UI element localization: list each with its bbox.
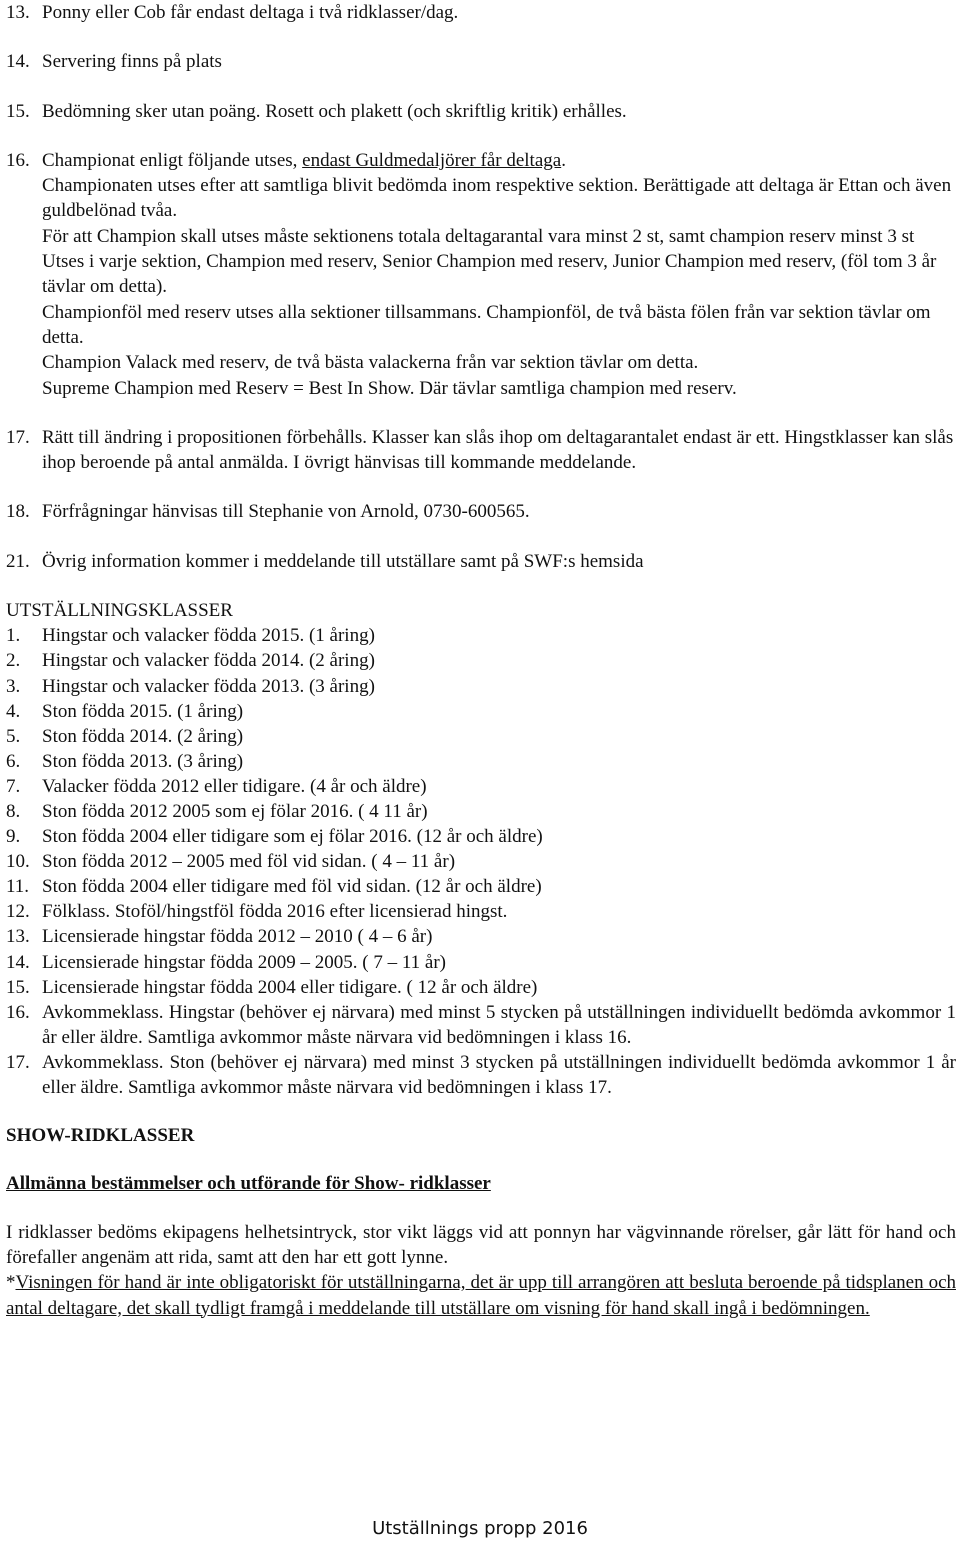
rule-number: 21.: [6, 550, 30, 572]
class-item: [6, 648, 956, 673]
class-number: 7.: [6, 775, 21, 797]
show-heading: SHOW-RIDKLASSER: [6, 1125, 195, 1147]
class-number: 14.: [6, 951, 30, 973]
class-number: 9.: [6, 826, 21, 848]
rule-16-paragraph: Championföl med reserv utses alla sektioner tillsammans. Championföl, de två bästa fölen från var sektion tävlar om detta.: [42, 301, 931, 348]
classes-list: [6, 623, 956, 1100]
class-item: [6, 699, 956, 724]
class-number: 6.: [6, 750, 21, 772]
rule-text: Övrig information kommer i meddelande till utställare samt på SWF:s hemsida: [42, 550, 644, 572]
class-text: Hingstar och valacker födda 2015. (1 åring): [42, 625, 375, 647]
rule-13: [6, 0, 956, 25]
rule-16-paragraph: Supreme Champion med Reserv = Best In Show. Där tävlar samtliga champion med reserv.: [42, 377, 737, 399]
rule-number: 14.: [6, 51, 30, 73]
class-item: [6, 899, 956, 924]
rule-text: Rätt till ändring i propositionen förbehålls. Klasser kan slås ihop om deltagarantalet endast är ett. Hingstklasser kan slås ihop beroende på antal anmälda. I övrigt hänvisas till kommande meddelande.: [42, 426, 954, 474]
page-footer: Utställnings propp 2016: [372, 1518, 588, 1539]
class-text: Ston födda 2012 – 2005 med föl vid sidan. ( 4 – 11 år): [42, 851, 456, 873]
rule-number: 17.: [6, 426, 30, 448]
rule-15: [6, 99, 956, 124]
class-number: 17.: [6, 1051, 30, 1073]
rule-16-intro: Championat enligt följande utses, endast Guldmedaljörer får deltaga.: [42, 149, 566, 171]
class-text: Ston födda 2014. (2 åring): [42, 725, 244, 747]
classes-heading: UTSTÄLLNINGSKLASSER: [6, 600, 233, 622]
rule-14: [6, 49, 956, 74]
class-text: Ston födda 2013. (3 åring): [42, 750, 244, 772]
rule-number: 15.: [6, 100, 30, 122]
rule-number: 18.: [6, 501, 30, 523]
class-number: 16.: [6, 1001, 30, 1023]
general-rules-heading: Allmänna bestämmelser och utförande för Show- ridklasser: [6, 1173, 491, 1195]
rule-16-paragraph: Champion Valack med reserv, de två bästa valackerna från var sektion tävlar om detta.: [42, 352, 699, 374]
class-text: Licensierade hingstar födda 2009 – 2005. ( 7 – 11 år): [42, 951, 446, 973]
document-page: [6, 0, 956, 1321]
general-rules-text: I ridklasser bedöms ekipagens helhetsintryck, stor vikt läggs vid att ponnyn har vägvinnande rörelser, går lätt för hand och förefaller angenäm att rida, samt att den har ett gott lynne.: [6, 1221, 956, 1269]
class-item: [6, 623, 956, 648]
class-text: Fölklass. Stoföl/hingstföl födda 2016 efter licensierad hingst.: [42, 901, 508, 923]
class-item: [6, 774, 956, 799]
rule-text: Servering finns på plats: [42, 51, 222, 73]
note-asterisk: *: [6, 1272, 16, 1294]
class-number: 3.: [6, 675, 21, 697]
class-text: Ston födda 2015. (1 åring): [42, 700, 244, 722]
class-number: 11.: [6, 876, 30, 898]
class-text: Licensierade hingstar födda 2012 – 2010 ( 4 – 6 år): [42, 926, 433, 948]
class-text: Licensierade hingstar födda 2004 eller tidigare. ( 12 år och äldre): [42, 976, 538, 998]
class-number: 4.: [6, 700, 21, 722]
rule-16-paragraph: Utses i varje sektion, Champion med reserv, Senior Champion med reserv, Junior Champion med reserv, (föl tom 3 år tävlar om detta).: [42, 251, 937, 298]
class-number: 13.: [6, 926, 30, 948]
class-item: [6, 674, 956, 699]
rule-number: 13.: [6, 2, 30, 23]
rule-text: Förfrågningar hänvisas till Stephanie von Arnold, 0730-600565.: [42, 501, 530, 523]
class-text: Valacker födda 2012 eller tidigare. (4 år och äldre): [42, 775, 427, 797]
class-item: [6, 749, 956, 774]
class-text: Hingstar och valacker födda 2013. (3 åring): [42, 675, 375, 697]
class-number: 5.: [6, 725, 21, 747]
class-item: [6, 950, 956, 975]
rule-number: 16.: [6, 149, 30, 171]
class-text: Avkommeklass. Ston (behöver ej närvara) med minst 3 stycken på utställningen individuellt bedömda avkommor 1 år eller äldre. Samtliga avkommor måste närvara vid bedömningen i klass 17.: [42, 1051, 956, 1099]
class-number: 1.: [6, 625, 21, 647]
class-text: Ston födda 2012 2005 som ej fölar 2016. ( 4 11 år): [42, 801, 428, 822]
class-item: [6, 975, 956, 1000]
rule-21: [6, 549, 956, 574]
rule-17: [6, 425, 956, 476]
class-number: 2.: [6, 650, 21, 672]
class-number: 10.: [6, 851, 30, 873]
gold-medal-requirement: endast Guldmedaljörer får deltaga: [302, 149, 562, 171]
class-text: Ston födda 2004 eller tidigare som ej fölar 2016. (12 år och äldre): [42, 826, 543, 848]
class-item: [6, 924, 956, 949]
rules-list: [6, 0, 956, 598]
note-text: Visningen för hand är inte obligatoriskt för utställningarna, det är upp till arrangören att besluta beroende på tidsplanen och antal deltagare, det skall tydligt framgå i meddelande till utställare om visning för hand skall ingå i bedömningen.: [6, 1272, 956, 1319]
class-item: [6, 1000, 956, 1050]
class-text: Hingstar och valacker födda 2014. (2 åring): [42, 650, 375, 672]
class-item: [6, 849, 956, 874]
rule-text: Bedömning sker utan poäng. Rosett och plakett (och skriftlig kritik) erhålles.: [42, 100, 627, 122]
class-number: 15.: [6, 976, 30, 998]
rule-18: [6, 499, 956, 524]
class-number: 8.: [6, 801, 21, 822]
class-text: Ston födda 2004 eller tidigare med föl vid sidan. (12 år och äldre): [42, 876, 542, 898]
class-item: [6, 874, 956, 899]
rule-16-paragraph: Championaten utses efter att samtliga blivit bedömda inom respektive sektion. Berättigade att deltaga är Ettan och även guldbelönad tvåa.: [42, 175, 952, 222]
class-text: Avkommeklass. Hingstar (behöver ej närvara) med minst 5 stycken på utställningen individuellt bedömda avkommor 1 år eller äldre. Samtliga avkommor måste närvara vid bedömningen i klass 16.: [42, 1001, 956, 1048]
class-item: [6, 1050, 956, 1100]
class-number: 12.: [6, 901, 30, 923]
rule-text: Ponny eller Cob får endast deltaga i två ridklasser/dag.: [42, 2, 459, 23]
rule-16: [6, 148, 956, 401]
class-item: [6, 799, 956, 824]
class-item: [6, 824, 956, 849]
hand-showing-note: [6, 1270, 956, 1321]
rule-16-paragraph: För att Champion skall utses måste sektionens totala deltagarantal vara minst 2 st, samt champion reserv minst 3 st: [42, 225, 915, 247]
class-item: [6, 724, 956, 749]
